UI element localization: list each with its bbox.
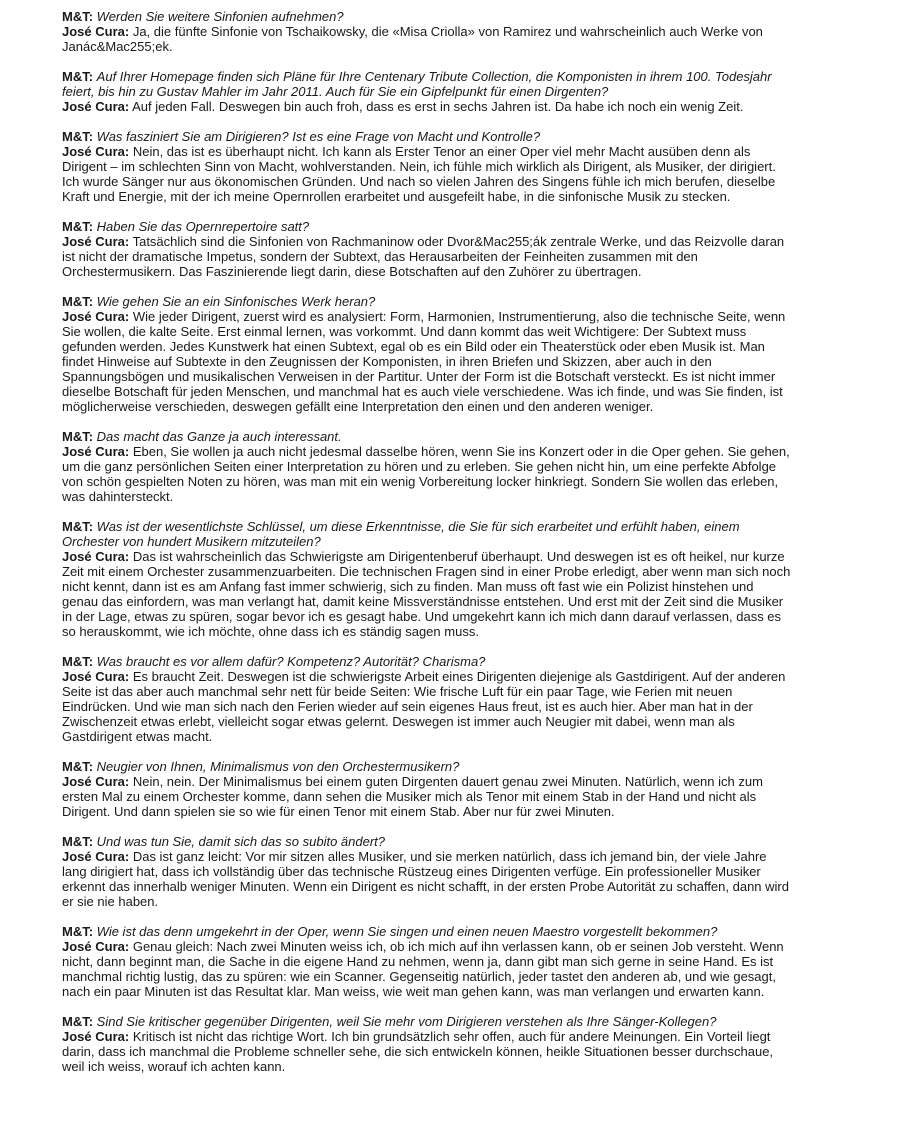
interviewee-label: José Cura:	[62, 939, 130, 954]
question	[62, 654, 792, 669]
interviewee-label: José Cura:	[62, 1029, 130, 1044]
answer-text: Nein, nein. Der Minimalismus bei einem guten Dirgenten dauert genau zwei Minuten. Natürlich, wenn ich zum ersten Mal zu einem Orchester komme, dann sehen die Musiker mich als Tenor mit einem Stab in der Hand und nicht als Dirigent. Und dann spielen sie so wie für einen Tenor mit einem Stab. Aber nur für zwei Minuten.	[62, 774, 763, 819]
qa-block	[62, 759, 792, 819]
question-text: Wie ist das denn umgekehrt in der Oper, wenn Sie singen und einen neuen Maestro vorgestellt bekommen?	[96, 924, 718, 939]
answer-text: Kritisch ist nicht das richtige Wort. Ich bin grundsätzlich sehr offen, auch für andere Meinungen. Ein Vorteil liegt darin, dass ich manchmal die Probleme schneller sehe, die sich entwickeln können, heikle Situationen besser durchschaue, weil ich weiss, worauf ich achten kann.	[62, 1029, 774, 1074]
question-text: Haben Sie das Opernrepertoire satt?	[96, 219, 310, 234]
qa-block	[62, 219, 792, 279]
interviewee-label: José Cura:	[62, 144, 130, 159]
answer-text: Ja, die fünfte Sinfonie von Tschaikowsky, die «Misa Criolla» von Ramirez und wahrscheinlich auch Werke von Janác&Mac255;ek.	[62, 24, 763, 54]
question	[62, 9, 792, 24]
answer	[62, 144, 792, 204]
question	[62, 834, 792, 849]
question-text: Neugier von Ihnen, Minimalismus von den Orchestermusikern?	[96, 759, 460, 774]
qa-block	[62, 834, 792, 909]
qa-block	[62, 1014, 792, 1074]
interviewer-label: M&T:	[62, 429, 94, 444]
interviewee-label: José Cura:	[62, 24, 130, 39]
qa-block	[62, 9, 792, 54]
answer-text: Wie jeder Dirigent, zuerst wird es analysiert: Form, Harmonien, Instrumentierung, also die technische Seite, wenn Sie wollen, die kalte Seite. Erst einmal lernen, was vorkommt. Und dann kommt das weit Wichtigere: Der Subtext muss gefunden werden. Jedes Kunstwerk hat einen Subtext, egal ob es ein Bild oder ein Theaterstück oder eben Musik ist. Man findet Hinweise auf Subtexte in den Zeugnissen der Komponisten, in ihren Briefen und Skizzen, aber auch in den Spannungsbögen und musikalischen Verweisen in der Partitur. Unter der Form ist die Botschaft versteckt. Es ist nicht immer dieselbe Botschaft für jeden Menschen, und manchmal hat es auch viele verschiedene. Was ich finde, und was Sie finden, ist möglicherweise verschieden, deswegen gefällt eine Interpretation den einen und den anderen weniger.	[62, 309, 786, 414]
answer-text: Das ist ganz leicht: Vor mir sitzen alles Musiker, und sie merken natürlich, dass ich jemand bin, der viele Jahre lang dirigiert hat, dass ich vollständig über das technische Rüstzeug eines Dirigenten verfüge. Ein professioneller Musiker erkennt das innerhalb weniger Minuten. Wenn ein Dirigent es nicht schafft, in der ersten Probe Autorität zu schaffen, dann wird er sie nie haben.	[62, 849, 789, 909]
interviewer-label: M&T:	[62, 834, 94, 849]
interviewer-label: M&T:	[62, 294, 94, 309]
question	[62, 759, 792, 774]
interviewee-label: José Cura:	[62, 309, 130, 324]
qa-block	[62, 294, 792, 414]
answer-text: Tatsächlich sind die Sinfonien von Rachmaninow oder Dvor&Mac255;ák zentrale Werke, und das Reizvolle daran ist nicht der dramatische Impetus, sondern der Subtext, das Herausarbeiten der Feinheiten zusammen mit den Orchestermusikern. Das Faszinierende liegt darin, diese Botschaften auf den Zuhörer zu übertragen.	[62, 234, 785, 279]
question-text: Und was tun Sie, damit sich das so subito ändert?	[96, 834, 385, 849]
question	[62, 219, 792, 234]
answer-text: Eben, Sie wollen ja auch nicht jedesmal dasselbe hören, wenn Sie ins Konzert oder in die Oper gehen. Sie gehen, um die ganz persönlichen Seiten einer Interpretation zu hören und zu erleben. Sie gehen nicht hin, um eine perfekte Abfolge von schön gespielten Noten zu hören, was man mit ein wenig Vorbereitung locker hinkriegt. Sondern Sie wollen das erleben, was dahintersteckt.	[62, 444, 790, 504]
answer-text: Genau gleich: Nach zwei Minuten weiss ich, ob ich mich auf ihn verlassen kann, ob er seinen Job versteht. Wenn nicht, dann beginnt man, die Sache in die eigene Hand zu nehmen, wenn ja, dann gibt man sich gerne in seine Hand. Es ist manchmal richtig lustig, das zu spüren: wie ein Scanner. Gegenseitig natürlich, jeder tastet den anderen ab, und wie gesagt, nach ein paar Minuten ist das Resultat klar. Man weiss, wie weit man gehen kann, was man verlangen und erwarten kann.	[62, 939, 784, 999]
answer	[62, 849, 792, 909]
question	[62, 69, 792, 99]
interviewee-label: José Cura:	[62, 774, 130, 789]
interviewee-label: José Cura:	[62, 234, 130, 249]
answer	[62, 549, 792, 639]
interviewee-label: José Cura:	[62, 849, 130, 864]
answer-text: Das ist wahrscheinlich das Schwierigste am Dirigentenberuf überhaupt. Und deswegen ist es oft heikel, nur kurze Zeit mit einem Orchester zusammenzuarbeiten. Die technischen Fragen sind in einer Probe erledigt, aber wenn man sich noch nicht kennt, dann ist es am Anfang fast immer schwierig, sich zu finden. Man muss oft fast wie ein Polizist hinstehen und genau das einfordern, was man verlangt hat, damit keine Missverständnisse entstehen. Und erst mit der Zeit sind die Musiker in der Lage, etwas zu spüren, sogar bevor ich es gesagt habe. Und umgekehrt kann ich mich dann darauf verlassen, dass es so herauskommt, wie ich möchte, ohne dass ich es ständig sagen muss.	[62, 549, 791, 639]
qa-block	[62, 654, 792, 744]
question	[62, 429, 792, 444]
answer-text: Auf jeden Fall. Deswegen bin auch froh, dass es erst in sechs Jahren ist. Da habe ich noch ein wenig Zeit.	[132, 99, 744, 114]
question	[62, 294, 792, 309]
question	[62, 924, 792, 939]
interview-article	[62, 9, 792, 1089]
interviewee-label: José Cura:	[62, 669, 130, 684]
interviewer-label: M&T:	[62, 924, 94, 939]
question-text: Auf Ihrer Homepage finden sich Pläne für Ihre Centenary Tribute Collection, die Komponisten in ihrem 100. Todesjahr feiert, bis hin zu Gustav Mahler im Jahr 2011. Auch für Sie ein Gipfelpunkt für einen Dirgenten?	[62, 69, 772, 99]
qa-block	[62, 924, 792, 999]
interviewer-label: M&T:	[62, 9, 94, 24]
question-text: Sind Sie kritischer gegenüber Dirigenten, weil Sie mehr vom Dirigieren verstehen als Ihre Sänger-Kollegen?	[96, 1014, 717, 1029]
interviewer-label: M&T:	[62, 69, 94, 84]
question	[62, 129, 792, 144]
interviewee-label: José Cura:	[62, 549, 130, 564]
question-text: Was braucht es vor allem dafür? Kompetenz? Autorität? Charisma?	[96, 654, 486, 669]
answer	[62, 309, 792, 414]
interviewee-label: José Cura:	[62, 444, 130, 459]
question-text: Wie gehen Sie an ein Sinfonisches Werk heran?	[96, 294, 376, 309]
answer	[62, 774, 792, 819]
answer	[62, 99, 792, 114]
answer	[62, 24, 792, 54]
qa-block	[62, 129, 792, 204]
qa-block	[62, 69, 792, 114]
interviewee-label: José Cura:	[62, 99, 130, 114]
answer	[62, 669, 792, 744]
question-text: Werden Sie weitere Sinfonien aufnehmen?	[96, 9, 344, 24]
answer	[62, 939, 792, 999]
answer-text: Nein, das ist es überhaupt nicht. Ich kann als Erster Tenor an einer Oper viel mehr Macht ausüben denn als Dirigent – im schlechten Sinn von Macht, wohlverstanden. Nein, ich fühle mich wirklich als Dirigent, als Musiker, der dirigiert. Ich wurde Sänger nur aus ökonomischen Gründen. Und nach so vielen Jahren des Singens fühle ich mich berufen, dieselbe Kraft und Energie, mit der ich meine Opernrollen erarbeitet und ausgefeilt habe, in die sinfonische Musik zu stecken.	[62, 144, 776, 204]
question	[62, 519, 792, 549]
interviewer-label: M&T:	[62, 129, 94, 144]
answer-text: Es braucht Zeit. Deswegen ist die schwierigste Arbeit eines Dirigenten diejenige als Gastdirigent. Auf der anderen Seite ist das aber auch manchmal sehr nett für beide Seiten: Wie frische Luft für ein paar Tage, wie Ferien mit neuen Eindrücken. Und wie man sich nach den Ferien wieder auf sein eigenes Haus freut, ist es auch hier. Aber man hat in der Zwischenzeit etwas erlebt, vielleicht sogar etwas gelernt. Deswegen ist immer auch Neugier mit dabei, wenn man als Gastdirigent etwas macht.	[62, 669, 786, 744]
interviewer-label: M&T:	[62, 654, 94, 669]
interviewer-label: M&T:	[62, 759, 94, 774]
qa-block	[62, 429, 792, 504]
answer	[62, 444, 792, 504]
question-text: Was ist der wesentlichste Schlüssel, um diese Erkenntnisse, die Sie für sich erarbeitet und erfühlt haben, einem Orchester von hundert Musikern mitzuteilen?	[62, 519, 740, 549]
answer	[62, 234, 792, 279]
interviewer-label: M&T:	[62, 519, 94, 534]
question-text: Was fasziniert Sie am Dirigieren? Ist es eine Frage von Macht und Kontrolle?	[96, 129, 541, 144]
qa-block	[62, 519, 792, 639]
question	[62, 1014, 792, 1029]
answer	[62, 1029, 792, 1074]
question-text: Das macht das Ganze ja auch interessant.	[96, 429, 342, 444]
interviewer-label: M&T:	[62, 219, 94, 234]
interviewer-label: M&T:	[62, 1014, 94, 1029]
